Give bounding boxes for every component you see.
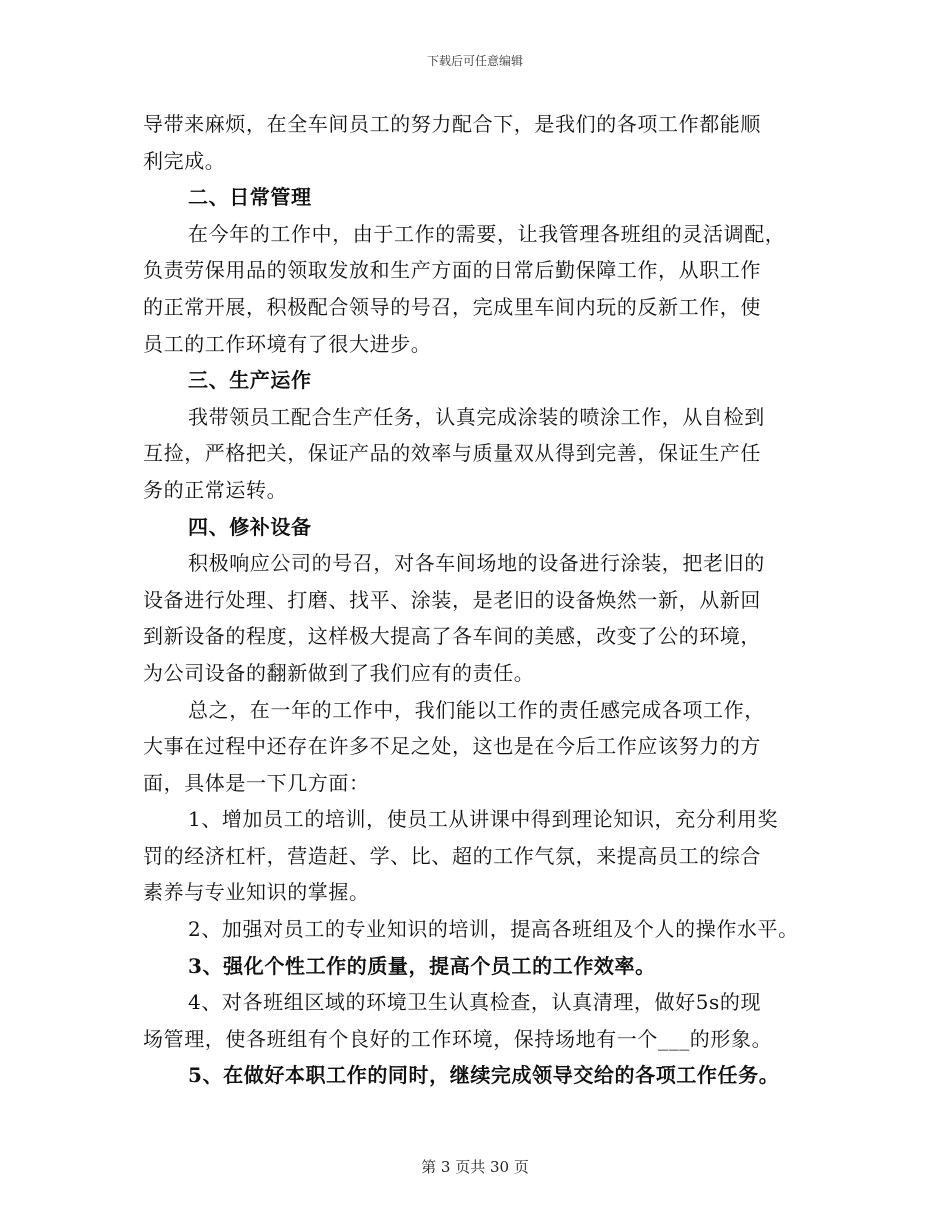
paragraph-line: 的正常开展，积极配合领导的号召，完成里车间内玩的反新工作，使	[143, 294, 761, 319]
list-item: 4、对各班组区域的环境卫生认真检查，认真清理，做好5s的现	[188, 990, 762, 1015]
paragraph-line: 员工的工作环境有了很大进步。	[143, 331, 432, 356]
page-header: 下载后可任意编辑	[426, 54, 523, 68]
paragraph-line: 务的正常运转。	[143, 477, 288, 502]
paragraph-line: 总之，在一年的工作中，我们能以工作的责任感完成各项工作，	[188, 697, 765, 722]
list-item: 2、加强对员工的专业知识的培训，提高各班组及个人的操作水平。	[188, 917, 799, 942]
paragraph-line: 我带领员工配合生产任务，认真完成涂装的喷涂工作，从自检到	[188, 404, 765, 429]
list-item: 5、在做好本职工作的同时，继续完成领导交给的各项工作任务。	[188, 1063, 780, 1088]
document-body	[143, 106, 813, 1094]
paragraph-line: 罚的经济杠杆，营造赶、学、比、超的工作气氛，来提高员工的综合	[143, 843, 761, 868]
paragraph-line: 设备进行处理、打磨、找平、涂装，是老旧的设备焕然一新，从新回	[143, 587, 761, 612]
paragraph-line: 大事在过程中还存在许多不足之处，这也是在今后工作应该努力的方	[143, 734, 761, 759]
section-heading: 三、生产运作	[188, 368, 312, 393]
paragraph-line: 面，具体是一下几方面：	[143, 770, 370, 795]
paragraph-line: 导带来麻烦，在全车间员工的努力配合下，是我们的各项工作都能顺	[143, 112, 761, 136]
paragraph-line: 互捡，严格把关，保证产品的效率与质量双从得到完善，保证生产任	[143, 441, 761, 466]
paragraph-line: 在今年的工作中，由于工作的需要，让我管理各班组的灵活调配，	[188, 221, 786, 246]
paragraph-line: 素养与专业知识的掌握。	[143, 880, 370, 905]
section-heading: 二、日常管理	[188, 185, 312, 210]
section-heading: 四、修补设备	[188, 514, 312, 539]
list-item: 1、增加员工的培训，使员工从讲课中得到理论知识，充分利用奖	[188, 807, 779, 832]
list-item: 3、强化个性工作的质量，提高个员工的工作效率。	[188, 953, 656, 978]
paragraph-line: 场管理，使各班组有个良好的工作环境，保持场地有一个___的形象。	[143, 1026, 773, 1051]
paragraph-line: 到新设备的程度，这样极大提高了各车间的美感，改变了公的环境，	[143, 624, 761, 649]
paragraph-line: 积极响应公司的号召，对各车间场地的设备进行涂装，把老旧的	[188, 551, 765, 576]
page-footer: 第 3 页共 30 页	[421, 1158, 529, 1176]
paragraph-line: 负责劳保用品的领取发放和生产方面的日常后勤保障工作，从职工作	[143, 258, 761, 283]
paragraph-line: 利完成。	[143, 148, 226, 173]
paragraph-line: 为公司设备的翻新做到了我们应有的责任。	[143, 660, 535, 685]
